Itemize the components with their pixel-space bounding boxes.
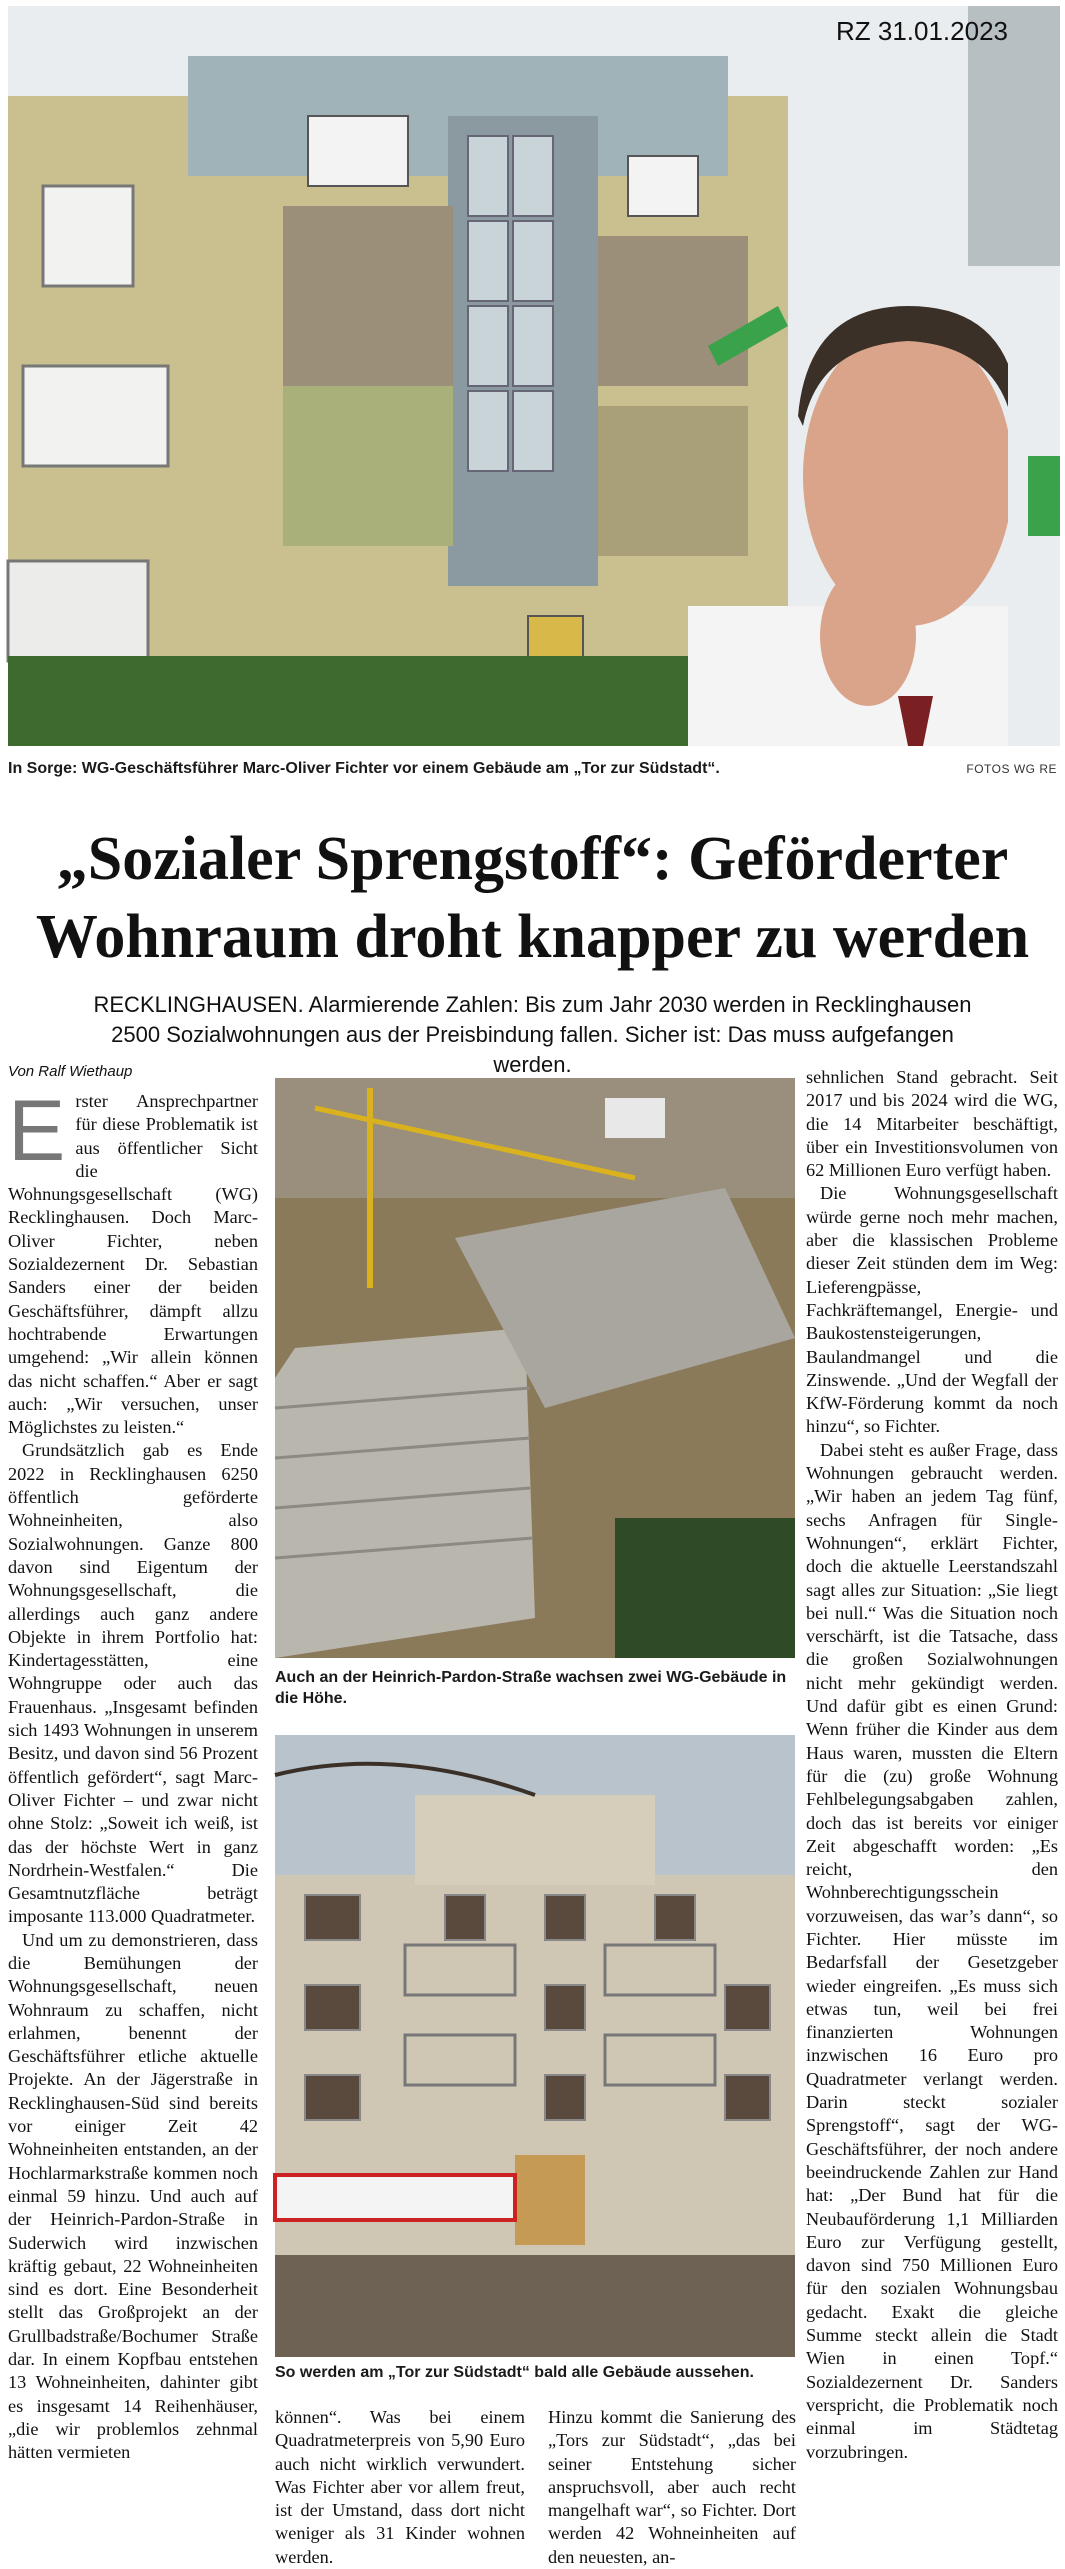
body-paragraph: sehnlichen Stand gebracht. Seit 2017 und bis 2024 wird die WG, die 14 Mitarbeiter beschäftigt, über ein Investitionsvolumen von 62 Millionen Euro verfügt haben. [806, 1067, 1058, 1181]
construction-photo-caption: Auch an der Heinrich-Pardon-Straße wachsen zwei WG-Gebäude in die Höhe. [275, 1669, 787, 1707]
body-paragraph: Dabei steht es außer Frage, dass Wohnungen gebraucht werden. „Wir haben an jedem Tag fünf, sechs Anfragen für Single-Wohnungen“, erklärt Fichter, doch die aktuelle Leerstandszahl sagt alles zur Situation: „Sie liegt bei null.“ Was die Situation noch verschärft, ist die Tatsache, dass die großen Sozialwohnungen nicht mehr gekündigt werden. Und dafür gibt es einen Grund: Wenn früher die Kinder aus dem Haus waren, mussten die Eltern für die (zu) große Wohnung Fehlbelegungsabgaben zahlen, doch das ist bereits vor einiger Zeit abgeschafft worden: „Es reicht, den Wohnberechtigungsschein vorzuweisen, das war’s dann“, so Fichter. Hier müsste im Bedarfsfall der Gesetzgeber wieder eingreifen. „Es muss sich etwas tun, weil bei frei finanzierten Wohnungen inzwischen 16 Euro pro Quadratmeter verlangt werden. Darin steckt sozialer Sprengstoff“, sagt der WG-Geschäftsführer, der noch andere beeindruckende Zahlen zur Hand hat: „Der Bund hat für die Neubauförderung 1,1 Milliarden Euro zur Verfügung gestellt, davon sind 750 Millionen Euro für den sozialen Wohnungsbau gedacht. Exakt die gleiche Summe steckt allein die Stadt Wien in einen Topf.“ Sozialdezernent Dr. Sanders verspricht, die Problematik noch einmal im Städtetag vorzubringen. [806, 1439, 1058, 2462]
renovated-building-image [275, 1735, 795, 2357]
headline [0, 820, 1065, 976]
article-column-right [806, 1066, 1058, 2550]
renovated-photo-caption: So werden am „Tor zur Südstadt“ bald alle Gebäude aussehen. [275, 2364, 754, 2381]
hero-image-building-and-portrait [8, 6, 1060, 746]
article-column-middle-b [548, 2406, 796, 2567]
headline-line-2: Wohnraum droht knapper zu werden [35, 903, 1030, 971]
hero-photo [8, 6, 1060, 746]
article-column-left [8, 1083, 258, 2550]
construction-site-image [275, 1078, 795, 1658]
headline-line-1: „Sozialer Sprengstoff“: Geförderter [56, 825, 1009, 893]
byline: Von Ralf Wiethaup [8, 1063, 133, 1080]
hero-caption: In Sorge: WG-Geschäftsführer Marc-Oliver Fichter vor einem Gebäude am „Tor zur Südstadt“. [8, 760, 720, 777]
dropcap: E [8, 1083, 66, 1179]
photo-credit: FOTOS WG RE [966, 762, 1057, 776]
body-paragraph: Hinzu kommt die Sanierung des „Tors zur Südstadt“, „das bei seiner Entstehung sicher anspruchsvoll, aber auch recht mangelhaft war“, so Fichter. Dort werden 42 Wohneinheiten auf den neuesten, an- [548, 2407, 796, 2567]
body-paragraph: Grundsätzlich gab es Ende 2022 in Recklinghausen 6250 öffentlich geförderte Wohneinheiten, also Sozialwohnungen. Ganze 800 davon sind Eigentum der Wohnungsgesellschaft, die allerdings auch ganz andere Objekte in ihrem Portfolio hat: Kindertagesstätten, eine Wohngruppe oder auch das Frauenhaus. „Insgesamt befinden sich 1493 Wohnungen in unserem Besitz, und davon sind 56 Prozent öffentlich gefördert“, sagt Marc-Oliver Fichter – und zwar nicht ohne Stolz: „Soweit ich weiß, ist das der höchste Wert in ganz Nordrhein-Westfalen.“ Die Gesamtnutzfläche beträgt imposante 113.000 Quadratmeter. [8, 1440, 258, 1927]
body-paragraph: Die Wohnungsgesellschaft würde gerne noch mehr machen, aber die klassischen Probleme dieser Zeit stünden dem im Weg: Lieferengpässe, Fachkräftemangel, Energie- und Baukostensteigerungen, Baulandmangel und die Zinswende. „Und der Wegfall der KfW-Förderung kommt da noch hinzu“, so Fichter. [806, 1183, 1058, 1437]
construction-site-photo [275, 1078, 795, 1658]
lead-paragraph: RECKLINGHAUSEN. Alarmierende Zahlen: Bis zum Jahr 2030 werden in Recklinghausen 2500 Sozialwohnungen aus der Preisbindung fallen. Sicher ist: Das muss aufgefangen werden. [93, 992, 972, 1077]
body-paragraph: rster Ansprechpartner für diese Problematik ist aus öffentlicher Sicht die Wohnungsgesellschaft (WG) Recklinghausen. Doch Marc-Oliver Fichter, neben Sozialdezernent Dr. Sebastian Sanders einer der beiden Geschäftsführer, dämpft allzu hochtrabende Erwartungen umgehend: „Wir allein können das nicht schaffen.“ Aber er sagt auch: „Wir versuchen, unser Möglichstes zu leisten.“ [8, 1091, 258, 1438]
body-paragraph: Und um zu demonstrieren, dass die Bemühungen der Wohnungsgesellschaft, neuen Wohnraum zu schaffen, nicht erlahmen, benennt der Geschäftsführer etliche aktuelle Projekte. An der Jägerstraße in Recklinghausen-Süd sind bereits vor einiger Zeit 42 Wohneinheiten entstanden, an der Hochlarmarkstraße kommen noch einmal 59 hinzu. Und auch auf der Heinrich-Pardon-Straße in Suderwich wird inzwischen kräftig gebaut, 22 Wohneinheiten sind es dort. Eine Besonderheit stellt das Großprojekt an der Grullbadstraße/Bochumer Straße dar. In einem Kopfbau entstehen 13 Wohneinheiten, dahinter gibt es insgesamt 14 Reihenhäuser, „die wir problemlos zehnmal hätten vermieten [8, 1929, 258, 2463]
article-column-middle-a [275, 2406, 525, 2567]
edition-stamp: RZ 31.01.2023 [835, 16, 1008, 46]
renovated-building-photo [275, 1735, 795, 2357]
body-paragraph: können“. Was bei einem Quadratmeterpreis von 5,90 Euro auch nicht wirklich verwundert. Was Fichter aber vor allem freut, ist der Umstand, dass dort nicht weniger als 31 Kinder wohnen werden. [275, 2407, 525, 2567]
